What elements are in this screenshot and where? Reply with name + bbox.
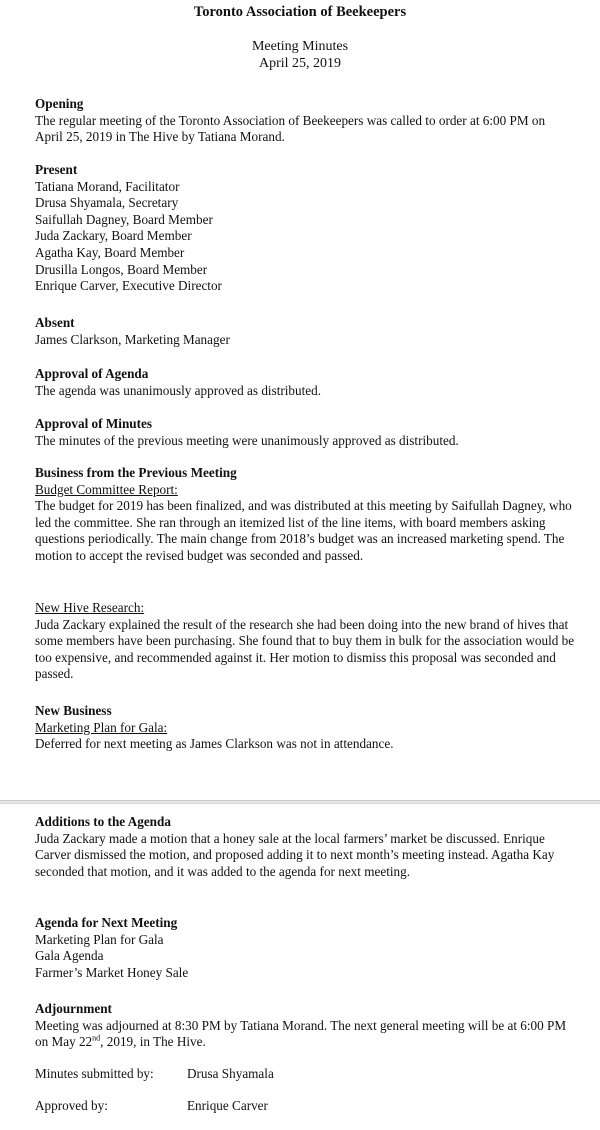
section-absent	[35, 315, 575, 348]
section-heading: Business from the Previous Meeting	[35, 465, 237, 480]
subsection-title: Marketing Plan for Gala:	[35, 719, 168, 735]
section-heading: New Business	[35, 703, 112, 718]
document-heading	[0, 38, 600, 72]
section-additions	[35, 814, 575, 880]
section-heading: Approval of Minutes	[35, 416, 152, 431]
section-heading: Absent	[35, 315, 75, 330]
section-heading: Adjournment	[35, 1001, 112, 1016]
section-text: Deferred for next meeting as James Clarkson was not in attendance.	[35, 736, 394, 752]
organization-title: Toronto Association of Beekeepers	[193, 4, 407, 20]
section-approval-of-agenda	[35, 366, 575, 399]
page-two	[0, 804, 600, 1130]
section-next-agenda	[35, 915, 575, 981]
section-text	[35, 1018, 575, 1051]
approved-by-row	[35, 1098, 575, 1115]
agenda-item: Gala Agenda	[35, 948, 104, 964]
attendee: Drusilla Longos, Board Member	[35, 261, 208, 277]
section-heading: Present	[35, 162, 78, 177]
absentee: James Clarkson, Marketing Manager	[35, 331, 230, 347]
agenda-item: Farmer’s Market Honey Sale	[35, 964, 189, 980]
submitted-by-label: Minutes submitted by:	[35, 1066, 154, 1081]
section-business-previous	[35, 465, 575, 565]
section-present	[35, 162, 575, 295]
section-heading: Opening	[35, 96, 84, 111]
section-text: The minutes of the previous meeting were unanimously approved as distributed.	[35, 432, 459, 448]
section-text: Juda Zackary explained the result of the research she had been doing into the new brand of hives that some members have been purchasing. She found that to buy them in bulk for the association would be too expensive, and recommended against it. Her motion to dismiss this proposal was seconded and passed.	[35, 616, 575, 682]
approved-by-name: Enrique Carver	[187, 1098, 268, 1113]
attendee: Juda Zackary, Board Member	[35, 228, 192, 244]
subsection-title: New Hive Research:	[35, 600, 145, 615]
attendee: Tatiana Morand, Facilitator	[35, 178, 180, 194]
section-new-hive-research	[35, 600, 575, 683]
section-text: The agenda was unanimously approved as distributed.	[35, 382, 322, 398]
adjournment-text-start: Meeting was adjourned at 8:30 PM by Tatiana Morand. The next general meeting will be at 6:00 PM on May 22	[35, 1017, 567, 1050]
section-heading: Agenda for Next Meeting	[35, 915, 178, 930]
section-text: The budget for 2019 has been finalized, and was distributed at this meeting by Saifullah Dagney, who led the committee. She ran through an itemized list of the line items, with board members asking questions periodically. The main change from 2018’s budget was an increased marketing spend. The motion to accept the revised budget was seconded and passed.	[35, 498, 572, 563]
submitted-by-row	[35, 1066, 575, 1083]
subsection-title: Budget Committee Report:	[35, 481, 178, 497]
section-text: The regular meeting of the Toronto Association of Beekeepers was called to order at 6:00 PM on April 25, 2019 in The Hive by Tatiana Morand.	[35, 112, 546, 145]
attendee: Saifullah Dagney, Board Member	[35, 211, 213, 227]
section-heading: Additions to the Agenda	[35, 814, 171, 829]
section-adjournment	[35, 1001, 575, 1051]
section-new-business	[35, 703, 575, 753]
meeting-date: April 25, 2019	[258, 56, 342, 71]
submitted-by-name: Drusa Shyamala	[187, 1066, 274, 1081]
agenda-item: Marketing Plan for Gala	[35, 931, 164, 947]
adjournment-text-end: , 2019, in The Hive.	[100, 1034, 206, 1050]
section-opening	[35, 96, 575, 146]
section-heading: Approval of Agenda	[35, 366, 149, 381]
document-title: Meeting Minutes	[251, 39, 349, 54]
section-approval-of-minutes	[35, 416, 575, 449]
approved-by-label: Approved by:	[35, 1098, 108, 1113]
section-text: Juda Zackary made a motion that a honey sale at the local farmers’ market be discussed. Enrique Carver dismissed the motion, and proposed adding it to next month’s meeting instead. Agatha Kay seconded that motion, and it was added to the agenda for next meeting.	[35, 830, 555, 879]
ordinal-suffix: nd	[92, 1033, 101, 1043]
attendee: Enrique Carver, Executive Director	[35, 278, 222, 294]
attendee: Agatha Kay, Board Member	[35, 244, 185, 260]
attendee: Drusa Shyamala, Secretary	[35, 195, 179, 211]
